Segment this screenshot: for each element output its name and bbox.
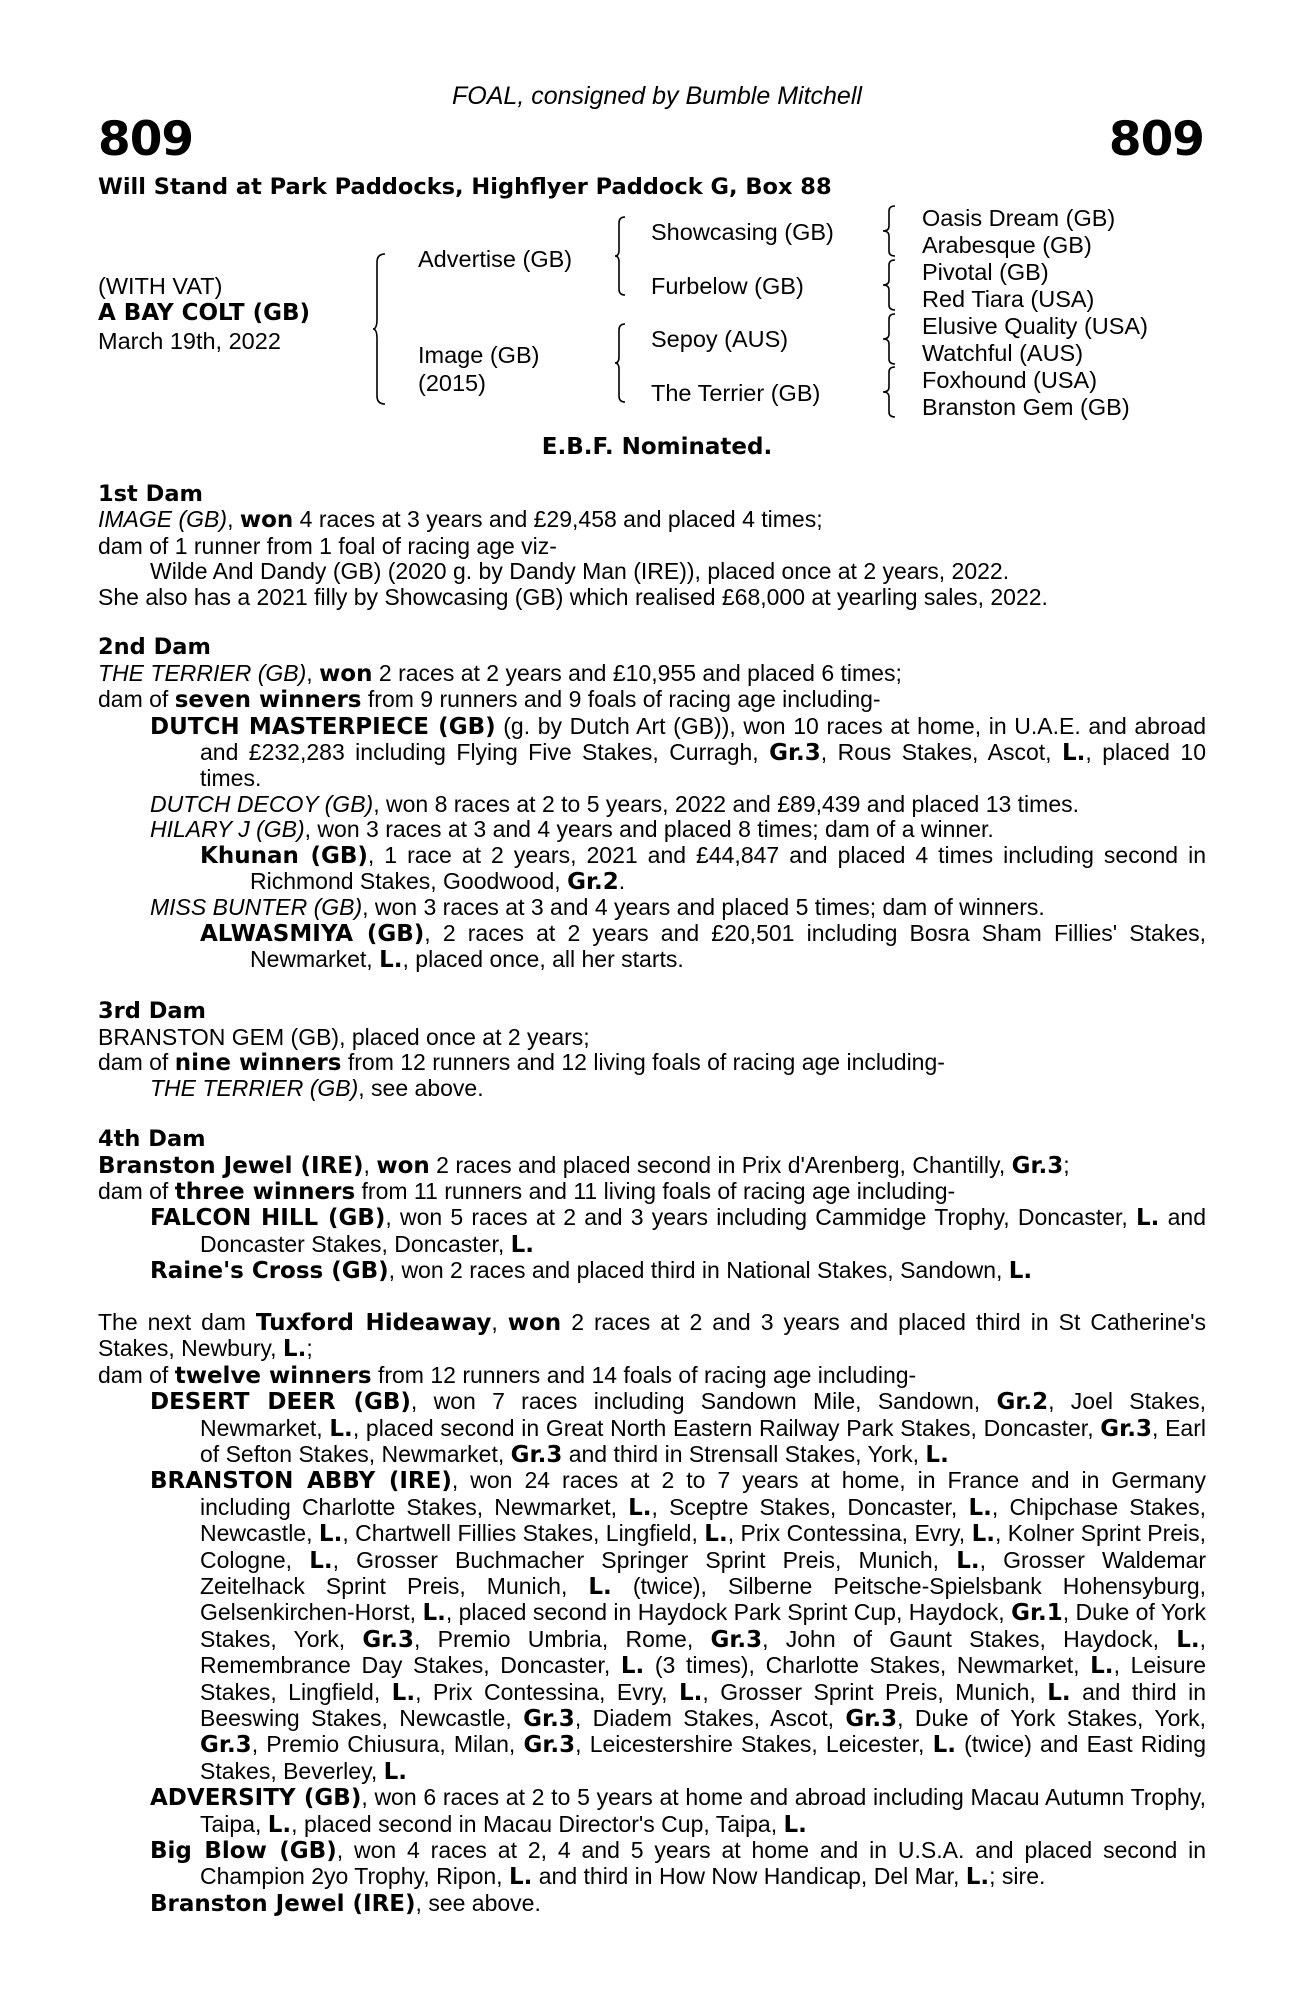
dam1-produce: dam of 1 runner from 1 foal of racing age viz-: [98, 532, 557, 559]
progeny-entry: DUTCH DECOY (GB), won 8 races at 2 to 5 years, 2022 and £89,439 and placed 13 times.: [150, 790, 1080, 817]
progeny-entry: HILARY J (GB), won 3 races at 3 and 4 years and placed 8 times; dam of a winner.: [150, 816, 994, 843]
progeny-entry: Raine's Cross (GB), won 2 races and placed third in National Stakes, Sandown, L.: [150, 1257, 1033, 1285]
progeny-entry: DESERT DEER (GB), won 7 races including Sandown Mile, Sandown, Gr.2, Joel Stakes, Newmarket, L., placed second in Great North Eastern Railway Park Stakes, Doncaster, Gr.3, Earl of Sefton Stakes, Newmarket, Gr.3 and third in Strensall Stakes, York, L.: [150, 1388, 1206, 1468]
progeny-entry: DUTCH MASTERPIECE (GB) (g. by Dutch Art (GB)), won 10 races at home, in U.A.E. and abroad and £232,283 including Flying Five Stakes, Curragh, Gr.3, Rous Stakes, Ascot, L., placed 10 times.: [150, 712, 1206, 792]
pedigree-g-bracket-4: [882, 366, 896, 418]
dam-dam-name: The Terrier (GB): [651, 380, 821, 406]
lot-number-left: 809: [98, 112, 194, 167]
dam1-note: She also has a 2021 filly by Showcasing (GB) which realised £68,000 at yearling sales, 2022.: [98, 583, 1048, 610]
progeny-entry: Branston Jewel (IRE), see above.: [150, 1889, 541, 1917]
sire-dam-name: Furbelow (GB): [651, 273, 804, 299]
pedigree-dam-bracket: [614, 323, 626, 403]
dam2-produce: dam of seven winners from 9 runners and 9 foals of racing age including-: [98, 686, 881, 714]
consignor-line: FOAL, consigned by Bumble Mitchell: [452, 82, 862, 110]
pedigree-sire-bracket: [614, 216, 626, 296]
ggp-6: Watchful (AUS): [922, 340, 1084, 366]
vat-note: (WITH VAT): [98, 273, 223, 299]
horse-name: A BAY COLT (GB): [98, 300, 311, 326]
foaling-date: March 19th, 2022: [98, 328, 281, 354]
pedigree-g-bracket-1: [882, 205, 896, 257]
dam3-record: BRANSTON GEM (GB), placed once at 2 years;: [98, 1023, 590, 1050]
ggp-3: Pivotal (GB): [922, 259, 1049, 285]
progeny-entry: THE TERRIER (GB), see above.: [150, 1075, 484, 1102]
ggp-8: Branston Gem (GB): [922, 394, 1130, 420]
dam1-foal-entry: Wilde And Dandy (GB) (2020 g. by Dandy Man (IRE)), placed once at 2 years, 2022.: [150, 558, 1010, 585]
dam-year: (2015): [418, 370, 486, 396]
dam4-record: Branston Jewel (IRE), won 2 races and placed second in Prix d'Arenberg, Chantilly, Gr.3;: [98, 1151, 1070, 1179]
dam5-record: The next dam Tuxford Hideaway, won 2 races at 2 and 3 years and placed third in St Catherine's Stakes, Newbury, L.;: [98, 1308, 1207, 1363]
pedigree-main-bracket: [372, 253, 386, 405]
pedigree-g-bracket-2: [882, 259, 896, 311]
grand-progeny-entry: Khunan (GB), 1 race at 2 years, 2021 and £44,847 and placed 4 times including second in Richmond Stakes, Goodwood, Gr.2.: [200, 841, 1207, 896]
section-heading-2nd-dam: 2nd Dam: [98, 634, 211, 661]
pedigree-g-bracket-3: [882, 313, 896, 365]
progeny-entry: FALCON HILL (GB), won 5 races at 2 and 3 years including Cammidge Trophy, Doncaster, L. and Doncaster Stakes, Doncaster, L.: [150, 1204, 1206, 1258]
ggp-2: Arabesque (GB): [922, 232, 1092, 258]
ggp-5: Elusive Quality (USA): [922, 313, 1148, 339]
section-heading-1st-dam: 1st Dam: [98, 481, 203, 507]
dam3-produce: dam of nine winners from 12 runners and 12 living foals of racing age including-: [98, 1048, 945, 1076]
progeny-entry: MISS BUNTER (GB), won 3 races at 3 and 4 years and placed 5 times; dam of winners.: [150, 894, 1045, 921]
dam4-produce: dam of three winners from 11 runners and 11 living foals of racing age including-: [98, 1177, 956, 1205]
grand-progeny-entry: ALWASMIYA (GB), 2 races at 2 years and £20,501 including Bosra Sham Fillies' Stakes, Newmarket, L., placed once, all her starts.: [200, 919, 1207, 974]
sire-name: Advertise (GB): [418, 246, 573, 272]
ggp-4: Red Tiara (USA): [922, 286, 1095, 312]
catalogue-body: [98, 482, 1206, 1917]
ggp-7: Foxhound (USA): [922, 367, 1098, 393]
sire-sire-name: Showcasing (GB): [651, 219, 834, 245]
section-heading-4th-dam: 4th Dam: [98, 1126, 206, 1153]
progeny-entry: Big Blow (GB), won 4 races at 2, 4 and 5 years at home and in U.S.A. and placed second in Champion 2yo Trophy, Ripon, L. and third in How Now Handicap, Del Mar, L.; sire.: [150, 1837, 1207, 1891]
dam5-produce: dam of twelve winners from 12 runners and 14 foals of racing age including-: [98, 1361, 917, 1389]
stable-location: Will Stand at Park Paddocks, Highflyer Paddock G, Box 88: [98, 174, 832, 200]
ggp-1: Oasis Dream (GB): [922, 205, 1116, 231]
dam-sire-name: Sepoy (AUS): [651, 326, 789, 352]
progeny-entry: BRANSTON ABBY (IRE), won 24 races at 2 to 7 years at home, in France and in Germany including Charlotte Stakes, Newmarket, L., Sceptre Stakes, Doncaster, L., Chipchase Stakes, Newcastle, L., Chartwell Fillies Stakes, Lingfield, L., Prix Contessina, Evry, L., Kolner Sprint Preis, Cologne, L., Grosser Buchmacher Springer Sprint Preis, Munich, L., Grosser Waldemar Zeitelhack Sprint Preis, Munich, L. (twice), Silberne Peitsche-Spielsbank Hohensyburg, Gelsenkirchen-Horst, L., placed second in Haydock Park Sprint Cup, Haydock, Gr.1, Duke of York Stakes, York, Gr.3, Premio Umbria, Rome, Gr.3, John of Gaunt Stakes, Haydock, L., Remembrance Day Stakes, Doncaster, L. (3 times), Charlotte Stakes, Newmarket, L., Leisure Stakes, Lingfield, L., Prix Contessina, Evry, L., Grosser Sprint Preis, Munich, L. and third in Beeswing Stakes, Newcastle, Gr.3, Diadem Stakes, Ascot, Gr.3, Duke of York Stakes, York, Gr.3, Premio Chiusura, Milan, Gr.3, Leicestershire Stakes, Leicester, L. (twice) and East Riding Stakes, Beverley, L.: [150, 1467, 1207, 1785]
dam2-record: THE TERRIER (GB), won 2 races at 2 years and £10,955 and placed 6 times;: [98, 659, 902, 687]
ebf-nomination: E.B.F. Nominated.: [541, 434, 773, 460]
lot-number-right: 809: [1108, 112, 1204, 167]
dam1-record: IMAGE (GB), won 4 races at 3 years and £29,458 and placed 4 times;: [98, 506, 823, 534]
progeny-entry: ADVERSITY (GB), won 6 races at 2 to 5 years at home and abroad including Macau Autumn Trophy, Taipa, L., placed second in Macau Director's Cup, Taipa, L.: [150, 1784, 1206, 1838]
dam-name: Image (GB): [418, 342, 540, 368]
section-heading-3rd-dam: 3rd Dam: [98, 998, 206, 1025]
